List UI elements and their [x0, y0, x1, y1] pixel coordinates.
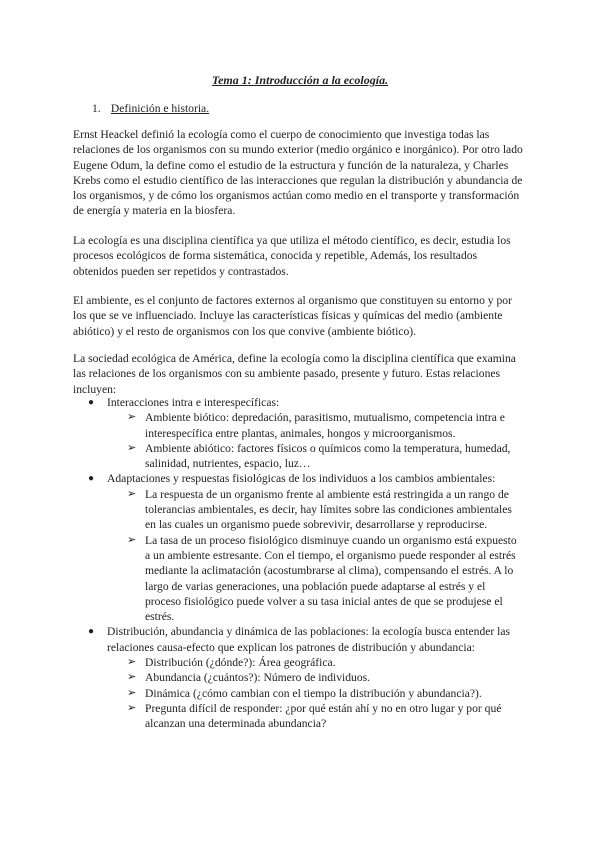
arrow-bullet-icon: ➢ — [127, 533, 137, 546]
paragraph-scientific-discipline: La ecología es una disciplina científica ya que utiliza el método científico, es decir, estudia los procesos ecológicos de forma sistemática, conocida y repetible, Además, los resultados obtenidos pueden ser repetidos y contrastados. — [73, 234, 511, 278]
arrow-bullet-icon: ➢ — [127, 487, 137, 500]
sub-list-item: ➢ Distribución (¿dónde?): Área geográfica. — [127, 656, 336, 670]
arrow-bullet-icon: ➢ — [127, 411, 137, 424]
arrow-bullet-icon: ➢ — [127, 656, 137, 669]
sub-list-item: ➢ Ambiente abiótico: factores físicos o químicos como la temperatura, humedad, salinidad, nutrientes, espacio, luz… — [127, 441, 511, 471]
list-item: ● Distribución, abundancia y dinámica de las poblaciones: la ecología busca entender las relaciones causa-efecto que explican los patrones de distribución y abundancia: — [88, 625, 511, 654]
list-item: ● Interacciones intra e interespecíficas: — [88, 396, 280, 409]
paragraph-definitions: Ernst Heackel definió la ecología como el cuerpo de conocimiento que investiga todas las relaciones de los organismos con su mundo exterior (medio orgánico e inorgánico). Por otro lado Eugene Odum, la define como el estudio de la estructura y función de la naturaleza, y Charles Krebs como el estudio científico de las interacciones que regulan la distribución y abundancia de los organismos, y de cómo los organismos actúan como medio en el transporte y transformación de energía y materia en la biosfera. — [73, 128, 523, 218]
paragraph-ecological-society: La sociedad ecológica de América, define la ecología como la disciplina científica que examina las relaciones de los organismos con su ambiente pasado, presente y futuro. Estas relaciones incluyen: — [73, 352, 516, 396]
list-item: ● Adaptaciones y respuestas fisiológicas de los individuos a los cambios ambientales: — [88, 472, 496, 486]
sub-list-item: ➢ Ambiente biótico: depredación, parasitismo, mutualismo, competencia intra e interespecífica entre plantas, animales, hongos y microorganismos. — [127, 411, 505, 440]
sub-list-item: ➢ La tasa de un proceso fisiológico disminuye cuando un organismo está expuesto a un ambiente estresante. Con el tiempo, el organismo puede responder al estrés mediante la aclimatación (acostumbrarse al clima), compensando el estrés. A lo largo de varias generaciones, una población puede adaptarse al estrés y el proceso fisiológico puede volver a su tasa inicial antes de que se produjese el estrés. — [127, 533, 517, 624]
document-title: Tema 1: Introducción a la ecología. — [211, 73, 389, 87]
sub-list-item: ➢ La respuesta de un organismo frente al ambiente está restringida a un rango de tolerancias ambientales, es decir, hay límites sobre las condiciones ambientales en las cuales un organismo puede sobrevivir, desarrollarse y reproducirse. — [127, 487, 512, 532]
sub-list-item: ➢ Dinámica (¿cómo cambian con el tiempo la distribución y abundancia?). — [127, 686, 482, 700]
arrow-bullet-icon: ➢ — [127, 441, 137, 454]
arrow-bullet-icon: ➢ — [127, 671, 137, 684]
section-heading — [92, 101, 209, 116]
bullet-icon: ● — [88, 473, 95, 485]
sub-list-item: ➢ Pregunta difícil de responder: ¿por qué están ahí y no en otro lugar y por qué alcanzan una determinada abundancia? — [127, 701, 502, 731]
arrow-bullet-icon: ➢ — [127, 701, 137, 714]
relations-list — [0, 395, 600, 732]
section-number: 1. — [92, 102, 101, 115]
bullet-icon: ● — [88, 626, 95, 638]
section-label: Definición e historia. — [110, 102, 210, 115]
bullet-icon: ● — [88, 397, 95, 408]
paragraph-environment: El ambiente, es el conjunto de factores externos al organismo que constituyen su entorno y por los que se ve influenciado. Incluye las características físicas y químicas del medio (ambiente abiótico) y el resto de organismos con los que convive (ambiente biótico). — [73, 294, 512, 338]
sub-list-item: ➢ Abundancia (¿cuántos?): Número de individuos. — [127, 671, 371, 685]
arrow-bullet-icon: ➢ — [127, 686, 137, 699]
